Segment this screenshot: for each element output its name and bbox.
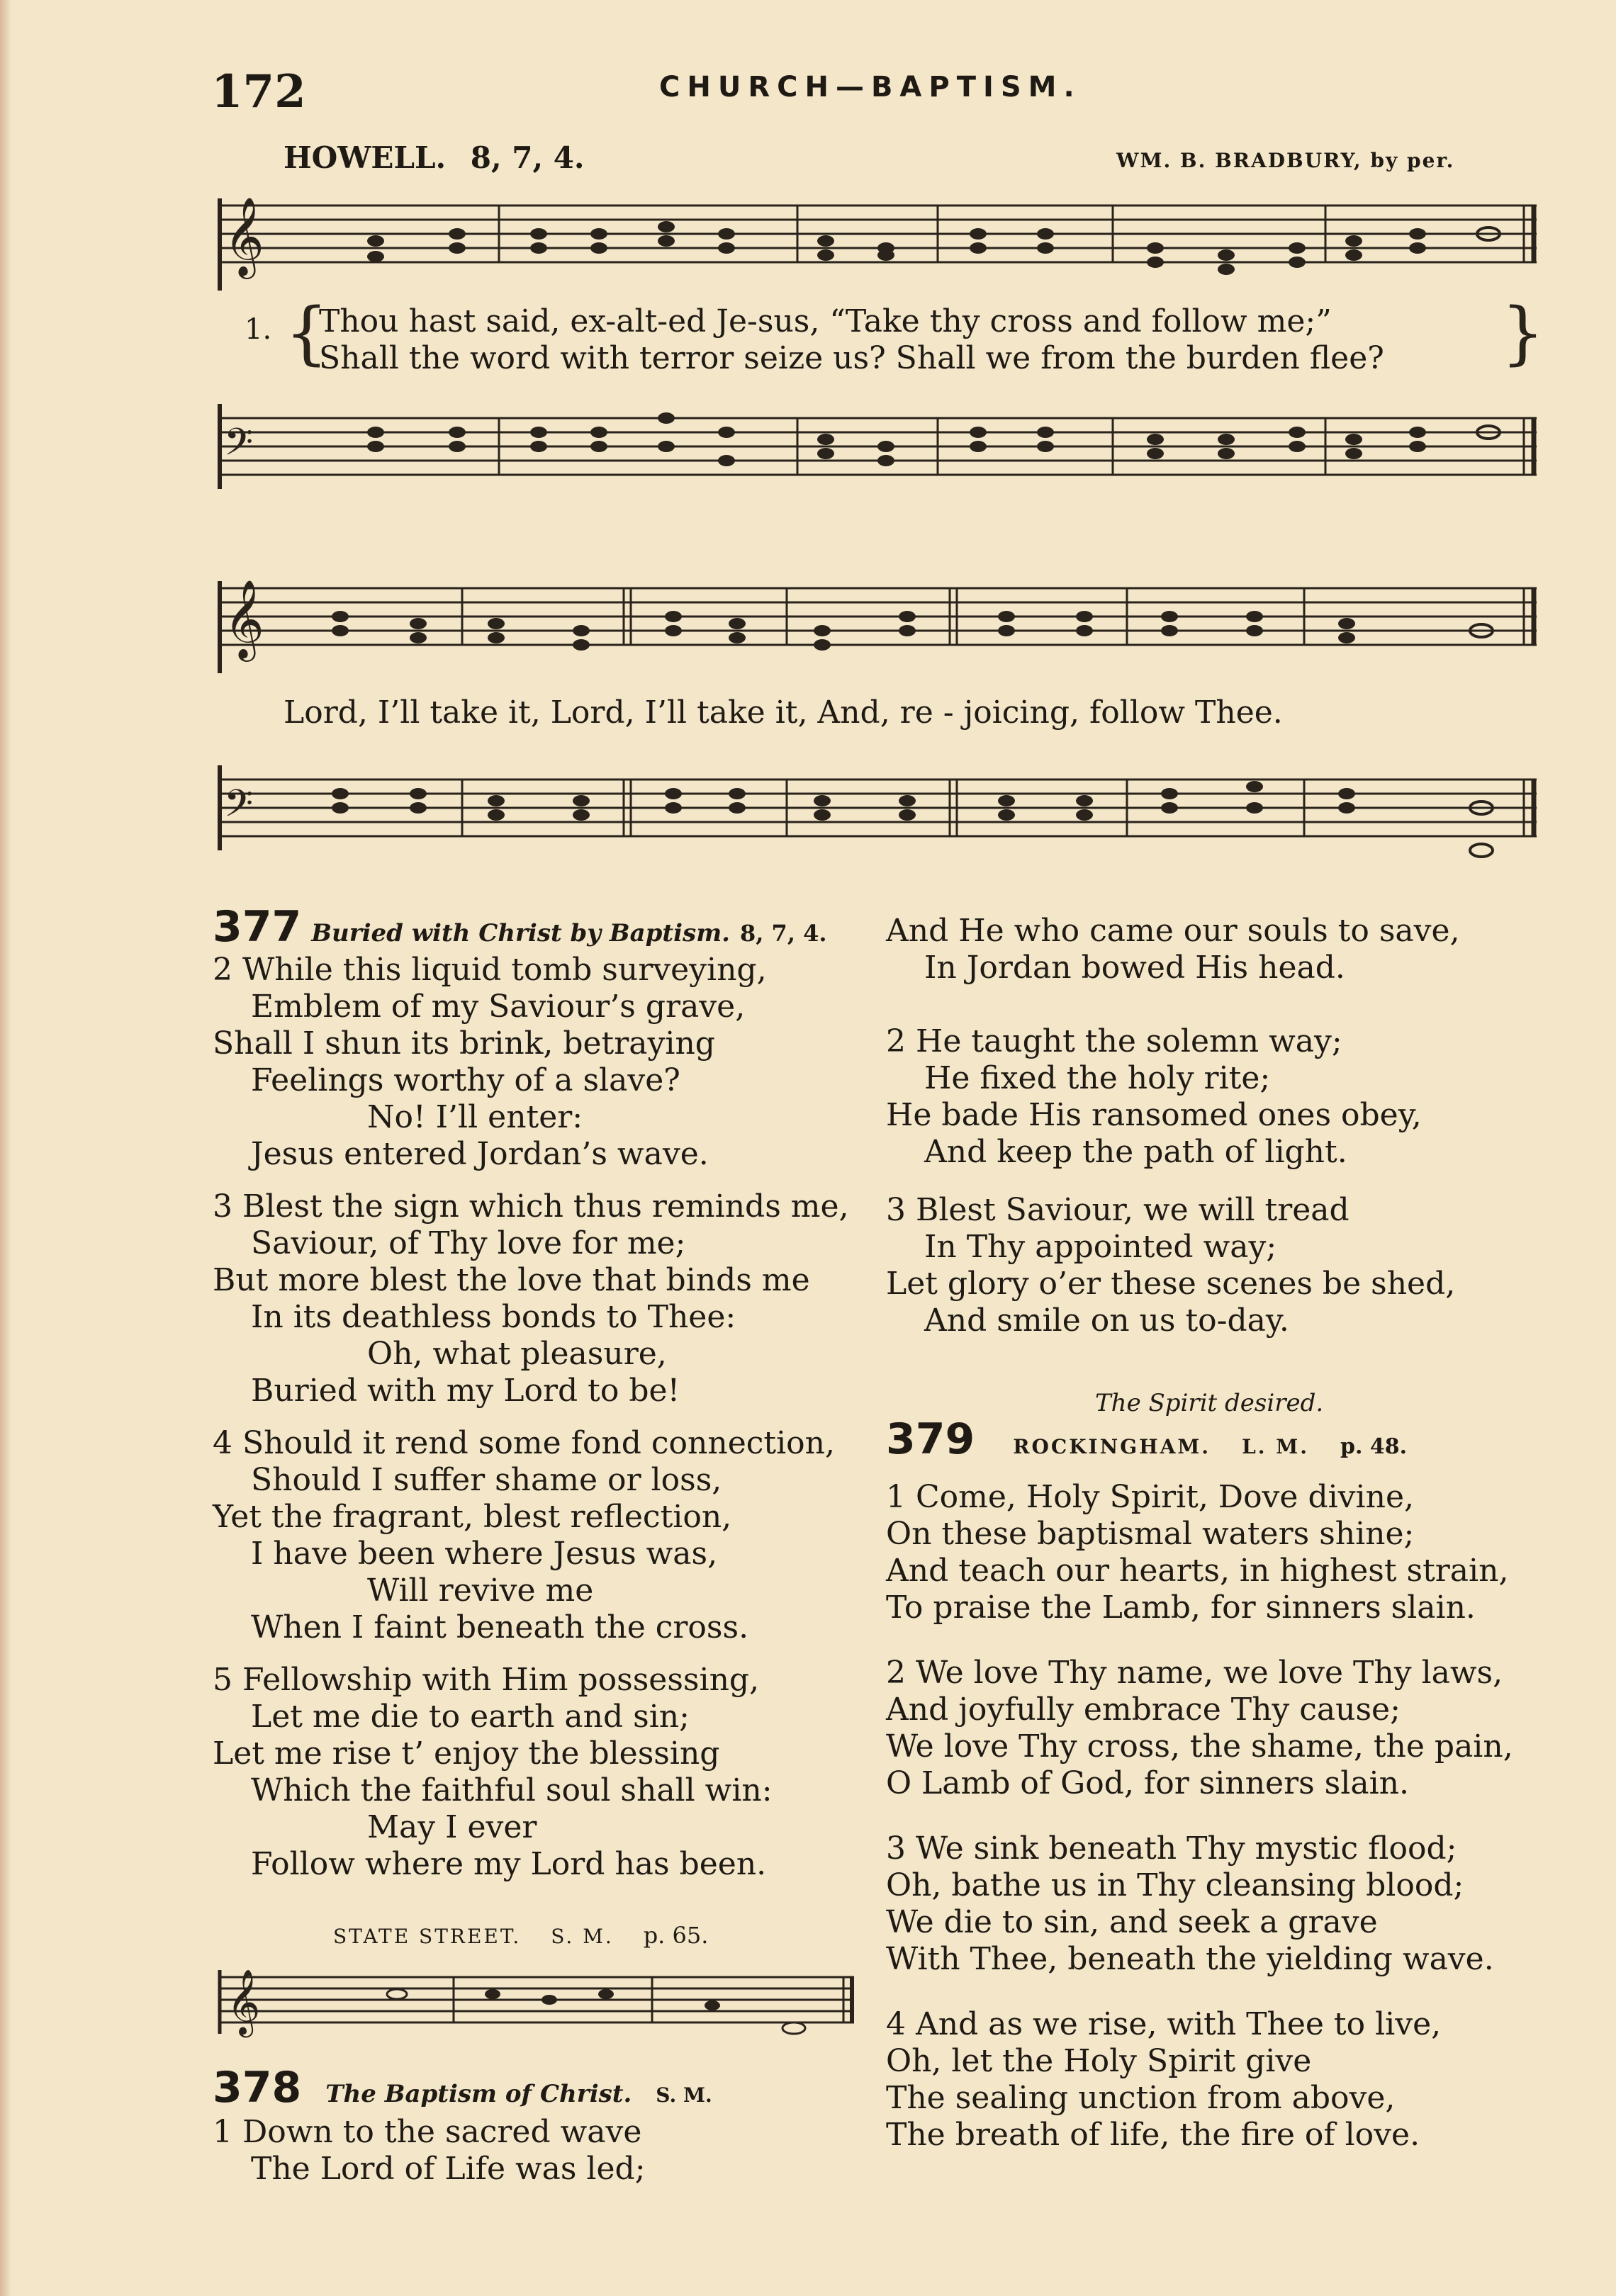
verse-line: We die to sin, and seek a grave — [886, 1904, 1378, 1940]
hymn-379-page: p. 48. — [1340, 1434, 1408, 1459]
music-incipit-378 — [213, 1963, 872, 2041]
hymn-379-title: The Spirit desired. — [1095, 1389, 1324, 1417]
verse-line: Shall I shun its brink, betraying — [213, 1025, 715, 1062]
verse-line: Should I suffer shame or loss, — [251, 1462, 722, 1498]
verse-line: Let me rise t’ enjoy the blessing — [213, 1735, 720, 1772]
lyric-line-2: Shall the word with terror seize us? Shall we from the burden flee? — [319, 340, 1384, 376]
verse-line: The breath of life, the fire of love. — [886, 2117, 1420, 2153]
verse-line: The sealing unction from above, — [886, 2080, 1396, 2116]
verse-line: 3 Blest Saviour, we will tread — [886, 1192, 1350, 1228]
verse-line: He bade His ransomed ones obey, — [886, 1097, 1422, 1133]
verse-line: Jesus entered Jordan’s wave. — [251, 1136, 709, 1172]
verse-number: 1. — [245, 313, 272, 346]
verse-line: Which the faithful soul shall win: — [251, 1772, 773, 1808]
composer: WM. B. BRADBURY, by per. — [1116, 149, 1455, 172]
verse-line: We love Thy cross, the shame, the pain, — [886, 1728, 1513, 1765]
tune-meter: 8, 7, 4. — [470, 140, 585, 175]
page-number: 172 — [211, 65, 306, 118]
verse-line: With Thee, beneath the yielding wave. — [886, 1941, 1494, 1977]
verse-line: No! I’ll enter: — [367, 1099, 583, 1135]
svg-text:𝄞: 𝄞 — [224, 579, 264, 658]
hymn-377 — [213, 902, 849, 1883]
music-system-2-treble — [213, 574, 1545, 673]
verse-line: 5 Fellowship with Him possessing, — [213, 1662, 760, 1698]
hymn-number: 379 — [886, 1414, 975, 1464]
music-system-2-bass — [213, 765, 1545, 879]
hymn-379-tune: ROCKINGHAM. — [1013, 1435, 1211, 1458]
verse-line: Let glory o’er these scenes be shed, — [886, 1266, 1456, 1302]
running-title: CHURCH—BAPTISM. — [659, 71, 1082, 103]
hymn-meter: S. M. — [656, 2083, 712, 2107]
verse-line: But more blest the love that binds me — [213, 1262, 810, 1298]
tune-reference-378 — [333, 1922, 708, 1949]
verse-line: And teach our hearts, in highest strain, — [886, 1553, 1509, 1589]
verse-line: Buried with my Lord to be! — [251, 1373, 680, 1409]
svg-text:𝄞: 𝄞 — [227, 1969, 261, 2035]
right-column — [886, 913, 1513, 2154]
verse-line: 2 While this liquid tomb surveying, — [213, 952, 767, 988]
brace-right: } — [1501, 293, 1545, 373]
verse-line: In its deathless bonds to Thee: — [251, 1299, 736, 1335]
bass-clef — [224, 421, 253, 473]
hymn-number: 377 — [213, 902, 302, 952]
verse-line: Oh, let the Holy Spirit give — [886, 2043, 1312, 2079]
verse-line: And He who came our souls to save, — [886, 913, 1460, 949]
hymn-title: Buried with Christ by Baptism. — [311, 919, 730, 947]
svg-text:𝄞: 𝄞 — [224, 196, 264, 276]
hymn-title: The Baptism of Christ. — [325, 2080, 632, 2108]
tune-ref-name: STATE STREET. — [333, 1925, 522, 1948]
music-system-1-bass — [213, 404, 1545, 496]
svg-text:𝄢: 𝄢 — [224, 421, 254, 473]
refrain-line: Lord, I’ll take it, Lord, I’ll take it, And, re - joicing, follow Thee. — [284, 694, 1283, 731]
verse-line: Saviour, of Thy love for me; — [251, 1225, 686, 1261]
verse-line: Feelings worthy of a slave? — [251, 1062, 680, 1098]
hymn-meter: 8, 7, 4. — [740, 920, 827, 947]
verse-line: Let me die to earth and sin; — [251, 1699, 690, 1735]
tune-name: HOWELL. — [284, 140, 447, 175]
verse-line: Oh, what pleasure, — [367, 1336, 667, 1372]
hymn-379-meter: L. M. — [1242, 1435, 1309, 1458]
verse-line: 1 Down to the sacred wave — [213, 2114, 642, 2150]
hymn-number: 378 — [213, 2063, 302, 2112]
music-system-1-treble — [213, 191, 1545, 291]
treble-clef — [224, 196, 264, 279]
lyric-line-1: Thou hast said, ex-alt-ed Je-sus, “Take thy cross and follow me;” — [319, 303, 1332, 339]
svg-text:𝄢: 𝄢 — [224, 782, 254, 835]
verse-line: When I faint beneath the cross. — [251, 1609, 749, 1645]
verse-line: And joyfully embrace Thy cause; — [886, 1692, 1401, 1728]
verse-line: Yet the fragrant, blest reflection, — [213, 1499, 732, 1535]
tune-heading — [284, 140, 585, 175]
verse-line: Follow where my Lord has been. — [251, 1846, 767, 1882]
verse-line: Emblem of my Saviour’s grave, — [251, 989, 746, 1025]
verse-line: In Jordan bowed His head. — [924, 950, 1345, 986]
verse-line: Will revive me — [367, 1572, 594, 1609]
verse-line: O Lamb of God, for sinners slain. — [886, 1765, 1409, 1801]
verse-line: 1 Come, Holy Spirit, Dove divine, — [886, 1479, 1414, 1515]
verse-line: 4 Should it rend some fond connection, — [213, 1425, 835, 1461]
verse-line: On these baptismal waters shine; — [886, 1516, 1415, 1552]
verse-line: May I ever — [367, 1809, 537, 1845]
page-edge — [0, 0, 11, 2296]
verse-line: He fixed the holy rite; — [924, 1060, 1271, 1096]
verse-line: 2 He taught the solemn way; — [886, 1023, 1342, 1059]
verse-line: The Lord of Life was led; — [251, 2151, 646, 2187]
brace-left: { — [285, 293, 329, 373]
verse-line: To praise the Lamb, for sinners slain. — [886, 1589, 1476, 1626]
verse-line: 3 We sink beneath Thy mystic flood; — [886, 1830, 1457, 1867]
verse-line: 2 We love Thy name, we love Thy laws, — [886, 1655, 1503, 1691]
verse-line: 3 Blest the sign which thus reminds me, — [213, 1188, 849, 1225]
tune-ref-page: p. 65. — [643, 1922, 709, 1949]
verse-line: I have been where Jesus was, — [251, 1536, 718, 1572]
tune-ref-meter: S. M. — [551, 1925, 614, 1948]
verse-line: And smile on us to-day. — [924, 1302, 1289, 1339]
verse-line: And keep the path of light. — [924, 1134, 1347, 1170]
verse-line: In Thy appointed way; — [924, 1229, 1277, 1265]
hymn-378 — [213, 2063, 712, 2188]
verse-line: Oh, bathe us in Thy cleansing blood; — [886, 1867, 1464, 1903]
verse-line: 4 And as we rise, with Thee to live, — [886, 2006, 1442, 2042]
